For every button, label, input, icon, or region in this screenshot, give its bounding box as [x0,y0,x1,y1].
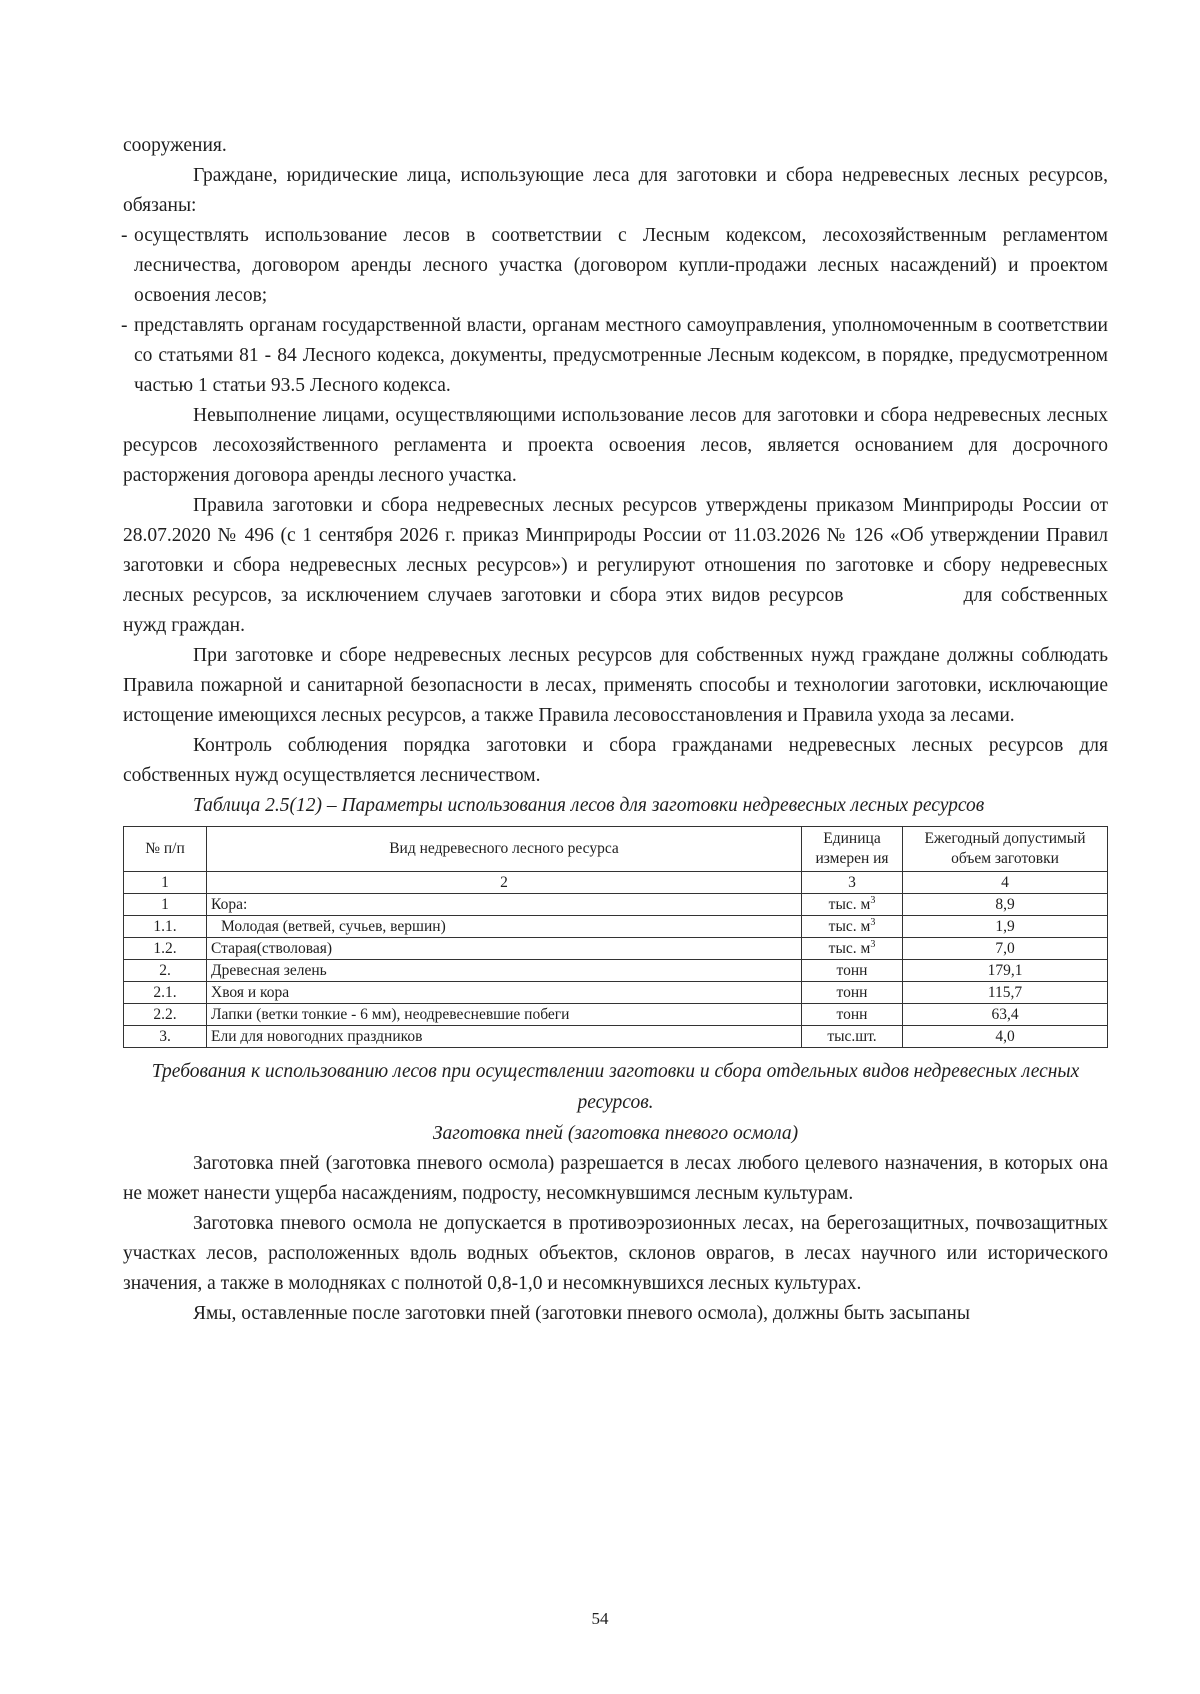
resource-name: Древесная зелень [207,960,802,982]
volume-value: 1,9 [903,916,1108,938]
resource-name: Кора: [207,894,802,916]
header-cell-volume: Ежегодный допустимый объем заготовки [903,827,1108,872]
paragraph: При заготовке и сборе недревесных лесных ресурсов для собственных нужд граждане должны соблюдать Правила пожарной и санитарной безопасности в лесах, применять способы и технологии заготовки, исключающие истощение имеющихся лесных ресурсов, а также Правила лесовосстановления и Правила ухода за лесами. [123,645,1108,726]
column-number-cell: 2 [207,872,802,894]
table-row [124,1004,1108,1026]
resource-name: Лапки (ветки тонкие - 6 мм), неодревесневшие побеги [207,1004,802,1026]
table-caption: Таблица 2.5(12) – Параметры использования лесов для заготовки недревесных лесных ресурсов [193,795,985,816]
unit-superscript: 3 [870,938,876,950]
header-cell-resource: Вид недревесного лесного ресурса [207,827,802,872]
volume-value: 63,4 [903,1004,1108,1026]
paragraph-text: для собственных нужд граждан. [123,585,1108,636]
subsection-heading: Заготовка пней (заготовка пневого осмола) [432,1123,799,1144]
unit-cell [802,938,903,960]
unit-cell: тонн [802,982,903,1004]
paragraph: Заготовка пневого осмола не допускается в противоэрозионных лесах, на берегозащитных, почвозащитных участках лесов, расположенных вдоль водных объектов, склонов оврагов, в лесах научного или исторического значения, а также в молодняках с полнотой 0,8-1,0 и несомкнувшихся лесных культурах. [123,1213,1108,1294]
row-number: 2.1. [124,982,207,1004]
table-row [124,938,1108,960]
volume-value: 179,1 [903,960,1108,982]
row-number: 1.1. [124,916,207,938]
list-item [123,311,1108,401]
list-dash: - [121,225,128,246]
resource-name: Молодая (ветвей, сучьев, вершин) [207,916,802,938]
resource-name: Хвоя и кора [207,982,802,1004]
table-header-row [124,827,1108,872]
paragraph-text: Правила заготовки и сбора недревесных лесных ресурсов утверждены приказом Минприроды России от 28.07.2020 № 496 (с 1 сентября 2026 г. приказ Минприроды России от 11.03.2026 № 126 «Об утверждении Правил заготовки и сбора недревесных лесных ресурсов») и регулируют отношения по заготовке и сбору недревесных лесных ресурсов, за исключением случаев заготовки и сбора этих видов ресурсов [123,495,1108,606]
list-item-text: представлять органам государственной власти, органам местного самоуправления, уполномоченным в соответствии со статьями 81 - 84 Лесного кодекса, документы, предусмотренные Лесным кодексом, в порядке, предусмотренном частью 1 статьи 93.5 Лесного кодекса. [134,315,1108,396]
table-row [124,894,1108,916]
paragraph [123,491,1108,641]
column-number-cell: 3 [802,872,903,894]
paragraph: Невыполнение лицами, осуществляющими использование лесов для заготовки и сбора недревесных лесных ресурсов лесохозяйственного регламента и проекта освоения лесов, является основанием для досрочного расторжения договора аренды лесного участка. [123,405,1108,486]
header-cell-number: № п/п [124,827,207,872]
unit-text: тыс. м [828,939,871,957]
page-content [123,131,1108,1329]
unit-text: тыс. м [828,917,871,935]
paragraph: Заготовка пней (заготовка пневого осмола) разрешается в лесах любого целевого назначения, в которых она не может нанести ущерба насаждениям, подросту, несомкнувшимся лесным культурам. [123,1153,1108,1204]
list-item [123,221,1108,311]
row-number: 1.2. [124,938,207,960]
row-number: 1 [124,894,207,916]
unit-superscript: 3 [870,916,876,928]
unit-cell: тонн [802,1004,903,1026]
resource-name: Старая(стволовая) [207,938,802,960]
list-item-text: осуществлять использование лесов в соответствии с Лесным кодексом, лесохозяйственным регламентом лесничества, договором аренды лесного участка (договором купли-продажи лесных насаждений) и проектом освоения лесов; [134,225,1108,306]
column-number-cell: 4 [903,872,1108,894]
column-number-row [124,872,1108,894]
header-cell-unit: Единица измерен ия [802,827,903,872]
paragraph: Граждане, юридические лица, использующие леса для заготовки и сбора недревесных лесных ресурсов, обязаны: [123,165,1108,216]
volume-value: 8,9 [903,894,1108,916]
resource-name: Ели для новогодних праздников [207,1026,802,1048]
paragraph: Контроль соблюдения порядка заготовки и сбора гражданами недревесных лесных ресурсов для собственных нужд осуществляется лесничеством. [123,735,1108,786]
parameters-table [123,826,1108,1048]
unit-superscript: 3 [870,894,876,906]
section-heading: Требования к использованию лесов при осуществлении заготовки и сбора отдельных видов недревесных лесных ресурсов. [151,1061,1080,1113]
unit-cell [802,916,903,938]
table-row [124,982,1108,1004]
volume-value: 4,0 [903,1026,1108,1048]
paragraph: Ямы, оставленные после заготовки пней (заготовки пневого осмола), должны быть засыпаны [193,1303,970,1324]
paragraph: сооружения. [123,135,227,156]
volume-value: 7,0 [903,938,1108,960]
row-number: 2. [124,960,207,982]
unit-cell [802,894,903,916]
table-row [124,1026,1108,1048]
table-row [124,916,1108,938]
column-number-cell: 1 [124,872,207,894]
page-number: 54 [591,1609,609,1628]
list-dash: - [121,315,128,336]
unit-cell: тыс.шт. [802,1026,903,1048]
table-row [124,960,1108,982]
volume-value: 115,7 [903,982,1108,1004]
unit-cell: тонн [802,960,903,982]
unit-text: тыс. м [828,895,871,913]
row-number: 3. [124,1026,207,1048]
row-number: 2.2. [124,1004,207,1026]
